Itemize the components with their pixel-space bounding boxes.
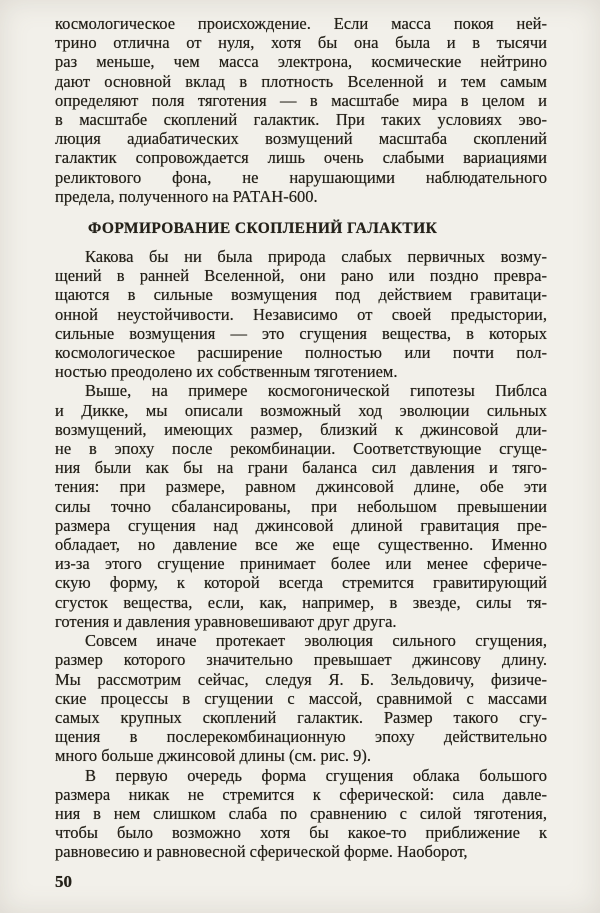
text-line: щаются в сильные возмущения под действием гравитаци-: [55, 285, 547, 305]
text-line: галактик сопровождается лишь очень слабыми вариациями: [55, 148, 547, 168]
text-line: раз меньше, чем масса электрона, космические нейтрино: [55, 52, 547, 72]
text-line: Выше, на примере космогонической гипотезы Пиблса: [85, 381, 547, 401]
text-line: чтобы было возможно хотя бы какое-то приближение к: [55, 823, 547, 843]
text-line: самых крупных скоплений галактик. Размер такого сгу-: [55, 707, 547, 727]
text-line: щений в ранней Вселенной, они рано или поздно превра-: [55, 266, 547, 286]
text-line: онной неустойчивости. Независимо от своей предыстории,: [55, 304, 547, 324]
paragraph: [55, 247, 547, 381]
text-line: размера сгущения над джинсовой длиной гравитация пре-: [55, 515, 547, 535]
text-line: космологическое расширение полностью или почти пол-: [55, 343, 547, 363]
page-number: 50: [55, 872, 72, 891]
text-line: скую форму, к которой всегда стремится гравитирующий: [55, 573, 547, 593]
text-line: дают основной вклад в плотность Вселенной и тем самым: [55, 71, 547, 91]
text-line: сильные возмущения — это сгущения вещества, в которых: [55, 323, 547, 343]
paragraph: [55, 766, 547, 862]
text-line: предела, полученного на РАТАН-600.: [55, 186, 318, 206]
text-line: ские процессы в сгущении с массой, сравнимой с массами: [55, 688, 547, 708]
text-line: размер которого значительно превышает джинсову длину.: [55, 650, 547, 670]
text-line: космологическое происхождение. Если масса покоя ней-: [55, 14, 547, 33]
text-line: в масштабе скоплений галактик. При таких условиях эво-: [55, 110, 547, 130]
text-line: сгусток вещества, если, как, например, в звезде, силы тя-: [55, 592, 547, 612]
text-line: много больше джинсовой длины (см. рис. 9).: [55, 746, 372, 766]
text-line: не в эпоху после рекомбинации. Соответствующие сгуще-: [55, 439, 547, 459]
paragraph: [55, 631, 547, 765]
text-line: Совсем иначе протекает эволюция сильного сгущения,: [85, 631, 547, 651]
text-line: определяют поля тяготения — в масштабе мира в целом и: [55, 90, 547, 110]
text-line: тения: при размере, равном джинсовой длине, обе эти: [55, 477, 547, 497]
text-line: обладает, но давление все же еще существенно. Именно: [55, 535, 547, 555]
text-line: трино отлична от нуля, хотя бы она была и в тысячи: [55, 33, 547, 53]
text-line: щения в послерекомбинационную эпоху действительно: [55, 727, 547, 747]
text-line: ния были как бы на грани баланса сил давления и тяго-: [55, 458, 547, 478]
text-line: равновесию и равновесной сферической форме. Наоборот,: [55, 842, 468, 862]
text-line: ностью преодолено их собственным тяготением.: [55, 362, 398, 382]
paragraph: [55, 14, 547, 206]
section-heading: ФОРМИРОВАНИЕ СКОПЛЕНИЙ ГАЛАКТИК: [88, 220, 438, 238]
text-line: возмущений, имеющих размер, близкий к джинсовой дли-: [55, 419, 547, 439]
text-line: из-за этого сгущение принимает более или менее сфериче-: [55, 554, 547, 574]
text-line: реликтового фона, не нарушающими наблюдательного: [55, 167, 547, 187]
text-line: Мы рассмотрим сейчас, следуя Я. Б. Зельдовичу, физиче-: [55, 669, 547, 689]
text-line: Какова бы ни была природа слабых первичных возму-: [85, 247, 547, 267]
paragraph: [55, 381, 547, 631]
text-block: [55, 14, 547, 862]
text-line: готения и давления уравновешивают друг друга.: [55, 611, 397, 631]
text-line: силы точно сбалансированы, при небольшом превышении: [55, 496, 547, 516]
text-line: В первую очередь форма сгущения облака большого: [85, 765, 547, 785]
text-line: люция адиабатических возмущений масштаба скоплений: [55, 129, 547, 149]
text-line: ния в нем слишком слаба по сравнению с силой тяготения,: [55, 803, 547, 823]
text-line: и Дикке, мы описали возможный ход эволюции сильных: [55, 400, 547, 420]
text-line: размера никак не стремится к сферической: сила давле-: [55, 784, 547, 804]
